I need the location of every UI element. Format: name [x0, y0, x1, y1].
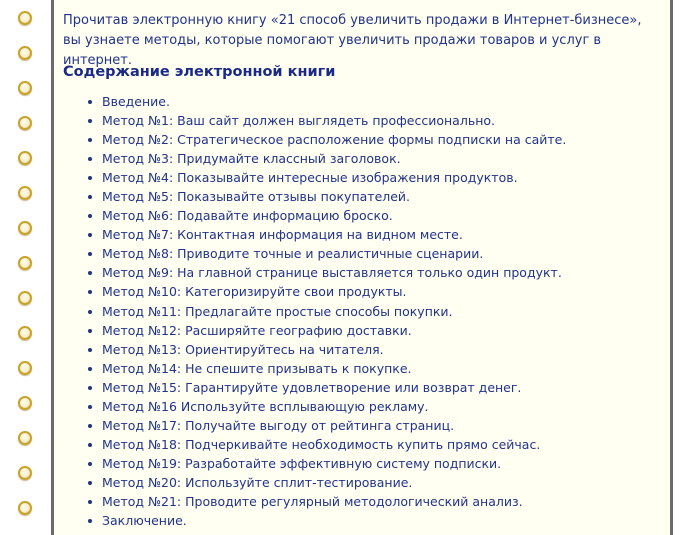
binder-ring-icon	[18, 186, 32, 200]
binder-strip	[0, 0, 50, 535]
contents-item: Метод №18: Подчеркивайте необходимость купить прямо сейчас.	[88, 435, 566, 454]
binder-ring-icon	[18, 501, 32, 515]
binder-ring-icon	[18, 81, 32, 95]
binder-ring-icon	[18, 256, 32, 270]
contents-item: Метод №10: Категоризируйте свои продукты.	[88, 282, 566, 301]
contents-item: Метод №20: Используйте сплит-тестирование.	[88, 473, 566, 492]
contents-item: Метод №14: Не спешите призывать к покупке.	[88, 359, 566, 378]
contents-item: Метод №8: Приводите точные и реалистичные сценарии.	[88, 244, 566, 263]
binder-ring-icon	[18, 116, 32, 130]
binder-ring-icon	[18, 11, 32, 25]
contents-heading: Содержание электронной книги	[63, 64, 336, 80]
contents-item: Заключение.	[88, 511, 566, 530]
intro-paragraph: Прочитав электронную книгу «21 способ увеличить продажи в Интернет-бизнесе», вы узнаете методы, которые помогают увеличить продажи товаров и услуг в интернет.	[63, 13, 642, 68]
contents-item: Метод №5: Показывайте отзывы покупателей.	[88, 187, 566, 206]
contents-item: Метод №9: На главной странице выставляется только один продукт.	[88, 263, 566, 282]
binder-ring-icon	[18, 46, 32, 60]
contents-item: Метод №16 Используйте всплывающую рекламу.	[88, 397, 566, 416]
contents-item: Метод №3: Придумайте классный заголовок.	[88, 149, 566, 168]
binder-ring-icon	[18, 431, 32, 445]
binder-ring-icon	[18, 326, 32, 340]
contents-item: Метод №15: Гарантируйте удовлетворение или возврат денег.	[88, 378, 566, 397]
contents-item: Метод №2: Стратегическое расположение формы подписки на сайте.	[88, 130, 566, 149]
binder-ring-icon	[18, 291, 32, 305]
binder-ring-icon	[18, 466, 32, 480]
binder-ring-icon	[18, 361, 32, 375]
binder-ring-icon	[18, 221, 32, 235]
binder-ring-icon	[18, 151, 32, 165]
contents-item: Метод №12: Расширяйте географию доставки.	[88, 321, 566, 340]
binder-ring-icon	[18, 396, 32, 410]
contents-item: Введение.	[88, 92, 566, 111]
contents-item: Метод №19: Разработайте эффективную систему подписки.	[88, 454, 566, 473]
contents-list	[88, 92, 566, 530]
contents-item: Метод №6: Подавайте информацию броско.	[88, 206, 566, 225]
contents-item: Метод №4: Показывайте интересные изображения продуктов.	[88, 168, 566, 187]
right-margin	[673, 0, 684, 535]
contents-item: Метод №7: Контактная информация на видном месте.	[88, 225, 566, 244]
contents-item: Метод №17: Получайте выгоду от рейтинга страниц.	[88, 416, 566, 435]
contents-item: Метод №11: Предлагайте простые способы покупки.	[88, 302, 566, 321]
contents-item: Метод №13: Ориентируйтесь на читателя.	[88, 340, 566, 359]
contents-item: Метод №1: Ваш сайт должен выглядеть профессионально.	[88, 111, 566, 130]
contents-item: Метод №21: Проводите регулярный методологический анализ.	[88, 492, 566, 511]
